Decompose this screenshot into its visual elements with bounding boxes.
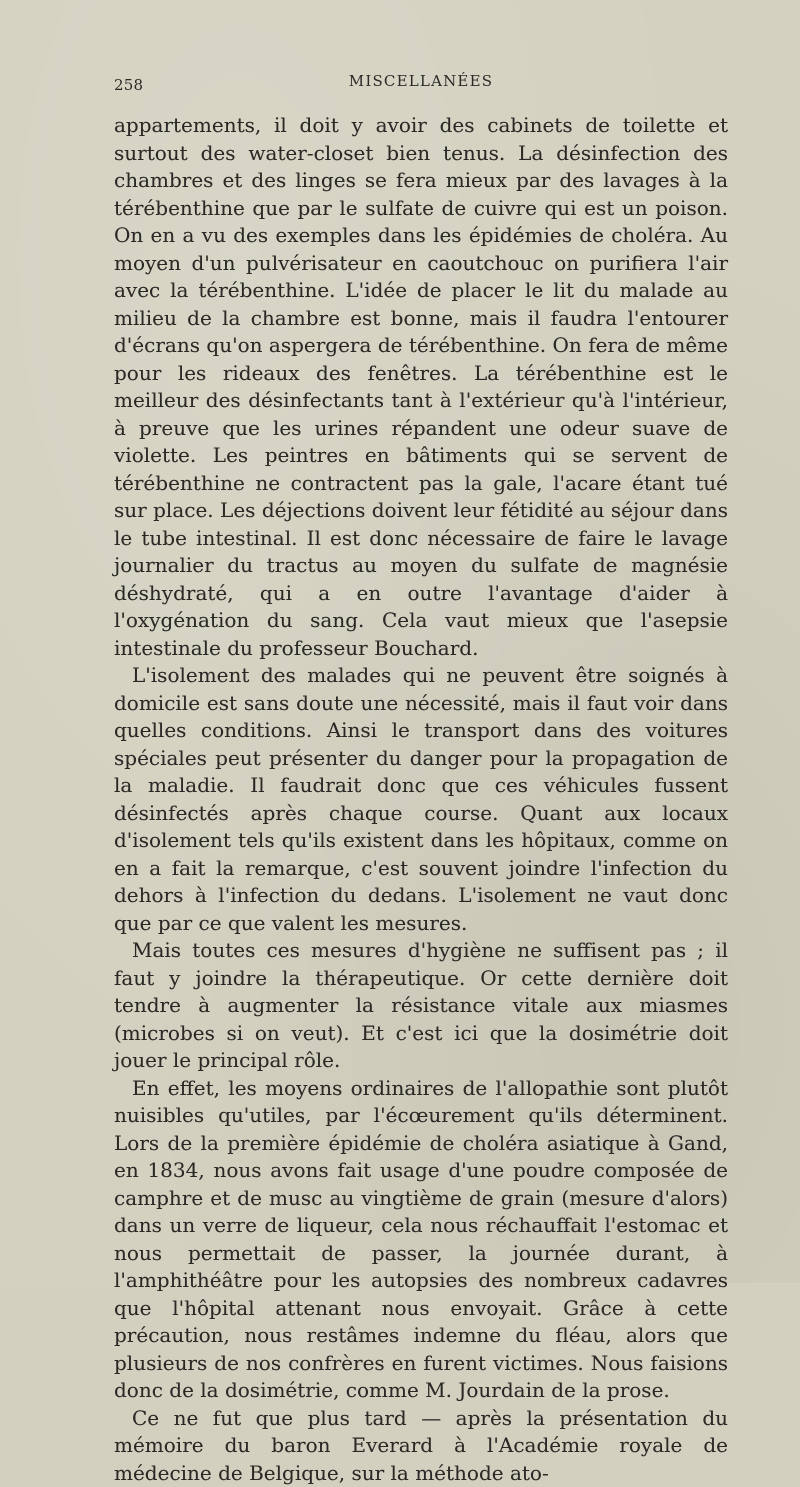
page-header [114, 72, 728, 96]
paragraph: appartements, il doit y avoir des cabinets de toilette et surtout des water-closet bien tenus. La désinfection des chambres et des linges se fera mieux par des lavages à la térébenthine que par le sulfate de cuivre qui est un poison. On en a vu des exemples dans les épidémies de choléra. Au moyen d'un pulvérisateur en caoutchouc on purifiera l'air avec la térébenthine. L'idée de placer le lit du malade au milieu de la chambre est bonne, mais il faudra l'entourer d'écrans qu'on aspergera de térébenthine. On fera de même pour les rideaux des fenêtres. La térébenthine est le meilleur des désinfectants tant à l'extérieur qu'à l'intérieur, à preuve que les urines répandent une odeur suave de violette. Les peintres en bâtiments qui se servent de térébenthine ne contractent pas la gale, l'acare étant tué sur place. Les déjections doivent leur fétidité au séjour dans le tube intestinal. Il est donc nécessaire de faire le lavage journalier du tractus au moyen du sulfate de magnésie déshydraté, qui a en outre l'avantage d'aider à l'oxygénation du sang. Cela vaut mieux que l'asepsie intestinale du professeur Bouchard. [114, 112, 728, 662]
paragraph: En effet, les moyens ordinaires de l'allopathie sont plutôt nuisibles qu'utiles, par l'écœurement qu'ils déterminent. Lors de la première épidémie de choléra asiatique à Gand, en 1834, nous avons fait usage d'une poudre composée de camphre et de musc au vingtième de grain (mesure d'alors) dans un verre de liqueur, cela nous réchauffait l'estomac et nous permettait de passer, la journée durant, à l'amphithéâtre pour les autopsies des nombreux cadavres que l'hôpital attenant nous envoyait. Grâce à cette précaution, nous restâmes indemne du fléau, alors que plusieurs de nos confrères en furent victimes. Nous faisions donc de la dosimétrie, comme M. Jourdain de la prose. [114, 1075, 728, 1405]
page-number: 258 [114, 76, 143, 94]
paragraph: Mais toutes ces mesures d'hygiène ne suffisent pas ; il faut y joindre la thérapeutique. Or cette dernière doit tendre à augmenter la résistance vitale aux miasmes (microbes si on veut). Et c'est ici que la dosimétrie doit jouer le principal rôle. [114, 937, 728, 1075]
running-title: MISCELLANÉES [114, 72, 728, 90]
paragraph: L'isolement des malades qui ne peuvent être soignés à domicile est sans doute une nécessité, mais il faut voir dans quelles conditions. Ainsi le transport dans des voitures spéciales peut présenter du danger pour la propagation de la maladie. Il faudrait donc que ces véhicules fussent désinfectés après chaque course. Quant aux locaux d'isolement tels qu'ils existent dans les hôpitaux, comme on en a fait la remarque, c'est souvent joindre l'infection du dehors à l'infection du dedans. L'isolement ne vaut donc que par ce que valent les mesures. [114, 662, 728, 937]
body-text [114, 112, 728, 1487]
paragraph: Ce ne fut que plus tard — après la présentation du mémoire du baron Everard à l'Académie royale de médecine de Belgique, sur la méthode ato- [114, 1405, 728, 1487]
